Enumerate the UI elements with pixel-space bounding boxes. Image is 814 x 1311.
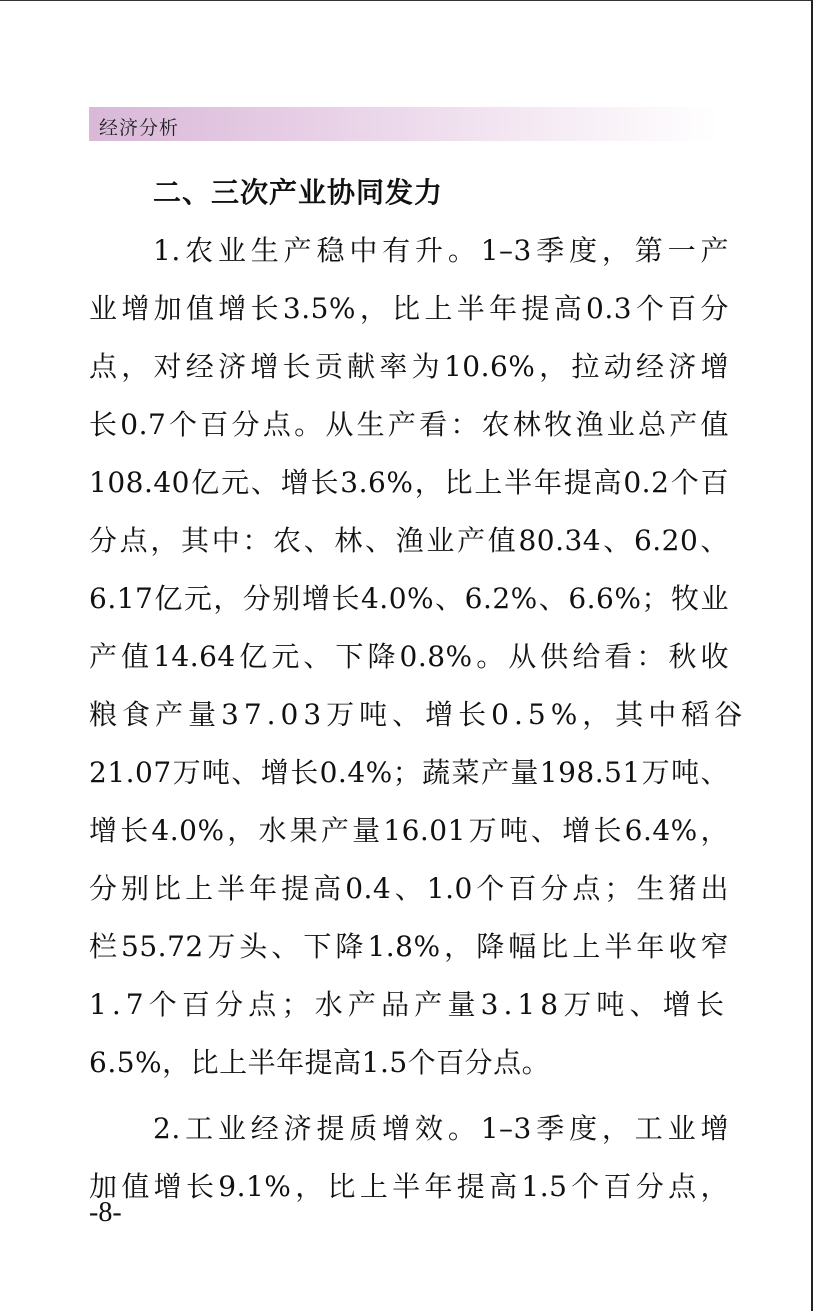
- paragraph-line: 增长4.0%，水果产量16.01万吨、增长6.4%，: [89, 814, 729, 847]
- paragraph-line: 21.07万吨、增长0.4%；蔬菜产量198.51万吨、: [89, 756, 729, 789]
- paragraph-line: 业增加值增长3.5%，比上半年提高0.3个百分: [89, 292, 729, 325]
- section-label: 经济分析: [99, 117, 180, 139]
- section-header-band: [89, 107, 719, 141]
- paragraph-line: 6.17亿元，分别增长4.0%、6.2%、6.6%；牧业: [89, 582, 729, 615]
- page-right-border: [811, 0, 813, 1311]
- paragraph-line: 加值增长9.1%，比上半年提高1.5个百分点，: [89, 1170, 729, 1203]
- paragraph-line: 产值14.64亿元、下降0.8%。从供给看：秋收: [89, 640, 729, 673]
- paragraph-line: 分点，其中：农、林、渔业产值80.34、6.20、: [89, 524, 729, 557]
- section-heading: 二、三次产业协同发力: [153, 176, 444, 209]
- paragraph-industry: [89, 1100, 729, 1216]
- document-body: [89, 164, 748, 1216]
- paragraph-line: 栏55.72万头、下降1.8%，降幅比上半年收窄: [89, 930, 729, 963]
- page-number: -8-: [89, 1197, 122, 1228]
- paragraph-line: 1.农业生产稳中有升。1–3季度，第一产: [153, 234, 729, 267]
- paragraph-line: 分别比上半年提高0.4、1.0个百分点；生猪出: [89, 872, 729, 905]
- paragraph-agriculture: [89, 222, 748, 1092]
- paragraph-line: 1.7个百分点；水产品产量3.18万吨、增长: [89, 988, 729, 1021]
- page-top-border: [0, 0, 813, 1]
- paragraph-line: 2.工业经济提质增效。1–3季度，工业增: [153, 1112, 729, 1145]
- paragraph-line: 粮食产量37.03万吨、增长0.5%，其中稻谷: [89, 698, 748, 731]
- paragraph-line: 点，对经济增长贡献率为10.6%，拉动经济增: [89, 350, 729, 383]
- paragraph-line: 108.40亿元、增长3.6%，比上半年提高0.2个百: [89, 466, 729, 499]
- paragraph-gap: [89, 1092, 729, 1100]
- paragraph-line: 6.5%，比上半年提高1.5个百分点。: [89, 1046, 551, 1079]
- paragraph-line: 长0.7个百分点。从生产看：农林牧渔业总产值: [89, 408, 729, 441]
